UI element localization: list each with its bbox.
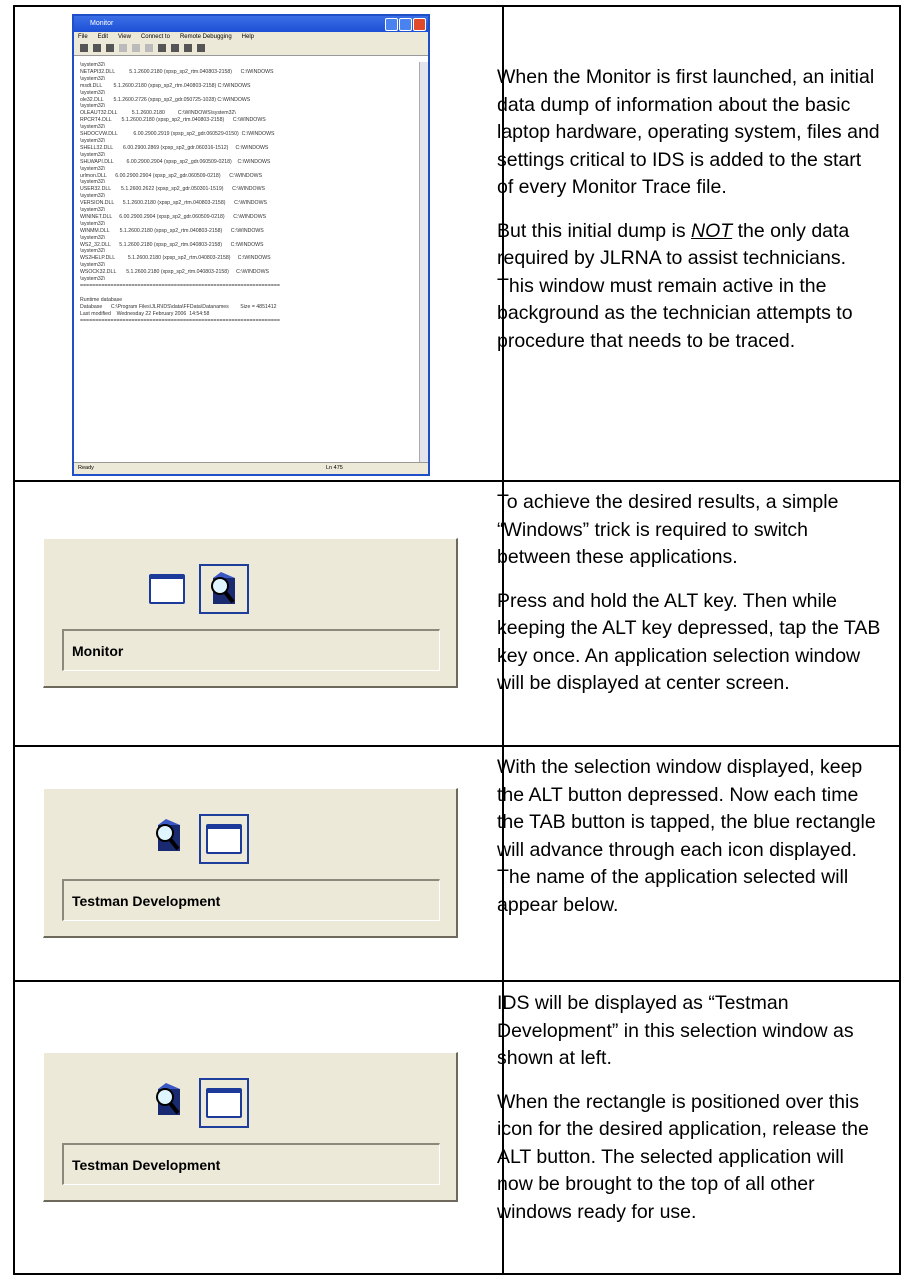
monitor-titlebar bbox=[74, 16, 428, 32]
log-line: \system32\ bbox=[80, 234, 106, 241]
selected-app-highlight bbox=[199, 814, 249, 864]
log-line: WINMM.DLL 5.1.2600.2180 (xpsp_sp2_rtm.040803-2158) C:\WINDOWS bbox=[80, 227, 264, 234]
row4-paragraph-2: When the rectangle is positioned over this icon for the desired application, release the ALT button. The selected application will now be brought to the top of all other windows ready for use. bbox=[497, 1090, 869, 1223]
row1-text bbox=[497, 64, 882, 371]
monitor-trace-log bbox=[80, 62, 418, 460]
help-icon bbox=[171, 44, 179, 52]
log-line: USER32.DLL 5.1.2600.2622 (xpsp_sp2_gdr.050301-1519) C:\WINDOWS bbox=[80, 186, 265, 193]
selected-app-name: Testman Development bbox=[62, 879, 440, 921]
log-line: ole32.DLL 5.1.2600.2726 (xpsp_sp2_gdr.050725-1028) C:\WINDOWS bbox=[80, 96, 251, 103]
menu-help: Help bbox=[241, 34, 254, 40]
testman-magnifier-icon bbox=[152, 817, 186, 855]
row2-paragraph-1: To achieve the desired results, a simple “Windows” trick is required to switch between these applications. bbox=[497, 491, 839, 568]
log-line: WS2_32.DLL 5.1.2600.2180 (xpsp_sp2_rtm.040803-2158) C:\WINDOWS bbox=[80, 241, 264, 248]
testman-magnifier-icon bbox=[152, 1081, 186, 1119]
row-divider-1 bbox=[15, 480, 899, 482]
log-line: \system32\ bbox=[80, 165, 106, 172]
vertical-scrollbar bbox=[419, 62, 428, 462]
row-divider-2 bbox=[15, 745, 899, 747]
log-line: \system32\ bbox=[80, 62, 106, 68]
log-line: WININET.DLL 6.00.2900.2904 (xpsp_sp2_gdr.060509-0218) C:\WINDOWS bbox=[80, 213, 267, 220]
log-line: \system32\ bbox=[80, 103, 106, 110]
menu-connect: Connect to bbox=[140, 34, 170, 40]
menu-view: View bbox=[118, 34, 131, 40]
monitor-toolbar bbox=[74, 42, 428, 56]
print-icon bbox=[158, 44, 166, 52]
log-line: \system32\ bbox=[80, 89, 106, 96]
log-line: msdt.DLL 5.1.2600.2180 (xpsp_sp2_rtm.040803-2158) C:\WINDOWS bbox=[80, 82, 251, 89]
log-line: \system32\ bbox=[80, 124, 106, 131]
row4-paragraph-1: IDS will be displayed as “Testman Development” in this selection window as shown at left. bbox=[497, 992, 854, 1069]
log-line: OLEAUT32.DLL 5.1.2600.2180 C:\WINDOWS\system32\ bbox=[80, 110, 236, 117]
row1-paragraph-2 bbox=[497, 218, 882, 356]
row1-p2-start: But this initial dump is bbox=[497, 219, 692, 242]
row1-p2-end: the only data required by JLRNA to assist technicians. This window must remain active in the background as the technician attempts to procedure that needs to be traced. bbox=[497, 219, 853, 352]
selected-app-highlight bbox=[199, 1078, 249, 1128]
log-line: SHLWAPI.DLL 6.00.2900.2904 (xpsp_sp2_gdr.060509-0218) C:\WINDOWS bbox=[80, 158, 271, 165]
log-line: \system32\ bbox=[80, 193, 106, 200]
log-line bbox=[80, 290, 418, 297]
close-icon bbox=[413, 18, 426, 31]
save-icon bbox=[106, 44, 114, 52]
alt-tab-panel-monitor bbox=[43, 538, 458, 688]
monitor-menubar bbox=[74, 32, 428, 42]
log-line: NETAPI32.DLL 5.1.2600.2180 (xpsp_sp2_rtm.040803-2158) C:\WINDOWS bbox=[80, 68, 274, 75]
row1-paragraph-1: When the Monitor is first launched, an initial data dump of information about the basic laptop hardware, operating system, files and settings critical to IDS is added to the start of every Monitor Trace file. bbox=[497, 66, 880, 198]
maximize-icon bbox=[399, 18, 412, 31]
log-line: urlmon.DLL 6.00.2900.2904 (xpsp_sp2_gdr.060509-0218) C:\WINDOWS bbox=[80, 172, 263, 179]
log-line: VERSION.DLL 5.1.2600.2180 (xpsp_sp2_rtm.040803-2158) C:\WINDOWS bbox=[80, 200, 267, 207]
connect-icon bbox=[184, 44, 192, 52]
log-line: Database C:\Program Files\JLR\IDS\data\FFData\Datanames Size = 4851412 bbox=[80, 303, 277, 310]
copy-icon bbox=[132, 44, 140, 52]
window-title: Monitor bbox=[90, 20, 114, 27]
log-line: \system32\ bbox=[80, 220, 106, 227]
cut-icon bbox=[119, 44, 127, 52]
log-line: \system32\ bbox=[80, 75, 106, 82]
log-line: \system32\ bbox=[80, 248, 106, 255]
window-icon bbox=[206, 824, 242, 854]
monitor-statusbar bbox=[74, 462, 428, 474]
log-line: WS2HELP.DLL 5.1.2600.2180 (xpsp_sp2_rtm.040803-2158) C:\WINDOWS bbox=[80, 255, 271, 262]
alt-tab-panel-testman-final bbox=[43, 1052, 458, 1202]
alt-tab-panel-testman bbox=[43, 788, 458, 938]
row1-p2-emphasis: NOT bbox=[691, 219, 733, 242]
row3-paragraph-1: With the selection window displayed, keep the ALT button depressed. Now each time the TAB button is tapped, the blue rectangle will advance through each icon displayed. The name of the application selected will appear below. bbox=[497, 756, 876, 916]
log-line: SHELL32.DLL 6.00.2900.2869 (xpsp_sp2_gdr.060316-1512) C:\WINDOWS bbox=[80, 144, 269, 151]
log-line: Runtime database bbox=[80, 296, 123, 303]
testman-magnifier-icon bbox=[207, 570, 241, 608]
window-icon bbox=[149, 574, 185, 604]
log-line: RPCRT4.DLL 5.1.2600.2180 (xpsp_sp2_rtm.040803-2158) C:\WINDOWS bbox=[80, 117, 266, 124]
window-icon bbox=[206, 1088, 242, 1118]
menu-edit: Edit bbox=[97, 34, 109, 40]
monitor-window-screenshot bbox=[72, 14, 430, 476]
status-line: Ln 475 bbox=[326, 465, 343, 471]
menu-file: File bbox=[78, 34, 88, 40]
log-line: WSOCK32.DLL 5.1.2600.2180 (xpsp_sp2_rtm.040803-2158) C:\WINDOWS bbox=[80, 269, 269, 276]
row4-text bbox=[497, 990, 882, 1242]
paste-icon bbox=[145, 44, 153, 52]
log-line: \system32\ bbox=[80, 137, 106, 144]
status-ready: Ready bbox=[78, 465, 94, 471]
row2-text bbox=[497, 489, 882, 714]
log-line: ================================================================== bbox=[80, 283, 280, 289]
log-line: \system32\ bbox=[80, 276, 106, 283]
new-icon bbox=[80, 44, 88, 52]
row3-text bbox=[497, 754, 882, 935]
log-line: SHDOCVW.DLL 6.00.2900.2919 (xpsp_sp2_gdr.060529-0150) C:\WINDOWS bbox=[80, 131, 275, 138]
log-line: \system32\ bbox=[80, 207, 106, 214]
row2-paragraph-2: Press and hold the ALT key. Then while keeping the ALT key depressed, tap the TAB key once. An application selection window will be displayed at center screen. bbox=[497, 589, 881, 694]
minimize-icon bbox=[385, 18, 398, 31]
row-divider-3 bbox=[15, 980, 899, 982]
log-line: \system32\ bbox=[80, 262, 106, 269]
selected-app-name: Monitor bbox=[62, 629, 440, 671]
find-icon bbox=[197, 44, 205, 52]
menu-remote-debugging: Remote Debugging bbox=[179, 34, 232, 40]
selected-app-name: Testman Development bbox=[62, 1143, 440, 1185]
log-line: \system32\ bbox=[80, 179, 106, 186]
selected-app-highlight bbox=[199, 564, 249, 614]
log-line: \system32\ bbox=[80, 151, 106, 158]
log-line: ================================================================== bbox=[80, 317, 280, 324]
open-icon bbox=[93, 44, 101, 52]
log-line: Last modified Wednesday 22 February 2006 14:54:58 bbox=[80, 310, 210, 317]
